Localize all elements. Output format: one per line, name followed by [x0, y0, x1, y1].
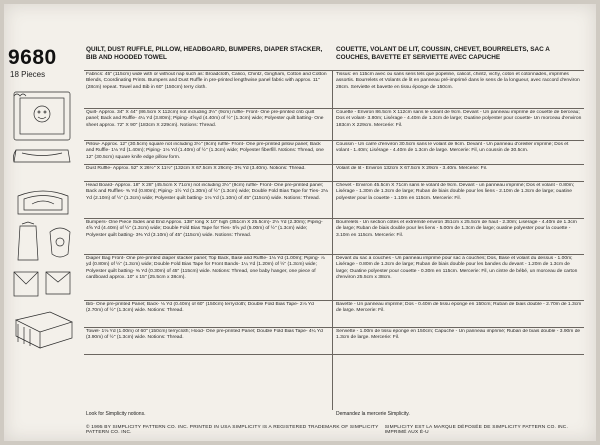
- section-divider: [84, 218, 584, 219]
- heading-french: COUETTE, VOLANT DE LIT, COUSSIN, CHEVET, BOURRELETS, SAC A COUCHES, BAVETTE ET SERVIETTE AVEC CAPUCHE: [336, 46, 550, 61]
- dust-ruffle-text-en: Dust Ruffle- Approx. 52" X 26½" X 11½" (132cm X 67.5cm X 29cm)- 3¾ Yd (3.40m). Notions: Thread.: [86, 166, 306, 171]
- pillow-text-fr: Coussin - Un carré d'environ 30.5cm sans le volant de 9cm. Devant - Un panneau d'oreiller imprimé; Dos et volant - 1.40m; Lisérage - 4.40m de 1.3cm de large. Mercerie: Fil, un coussin de 30.5cm.: [336, 142, 569, 154]
- bib-text-en: Bib- One pre-printed Panel; Back- ⅛ Yd (0.40m) of 60" (150cm) terrycloth; Double Fold Bias Tape- 2⅞ Yd (2.70m) of ½" (1.3cm) wide. Notions: Thread.: [86, 302, 314, 314]
- quilt-text-fr: Couette - Environ 86.5cm X 112cm sans le volant de 9cm. Devant - Un panneau imprimé de couette de berceau; Dos et volant- 3.80m; Lisérage - 4.40m de 1.3cm de large; Ouatine polyester pour couette- Un morceau d'environ 183cm X 229cm. Mercerie: Fil.: [336, 110, 582, 128]
- pillow-illustration: [10, 144, 76, 168]
- section-divider: [84, 354, 584, 355]
- headboard-text-fr: Chevet - Environ 45.5cm X 71cm sans le volant de 9cm. Devant - un panneau imprimé; Dos et volant - 0.80m; Lisérage - 1.30m de 1.3cm de large; Ruban de biais double pour les liens - 2.10m de 1.3cm de large; ouatine polyester pour la couette - 1.10m en 115cm. Mercerie: Fil.: [336, 183, 575, 201]
- headboard-text-en: Head Board- Approx. 18" X 28" (45.5cm X 71cm) not including 3½" (9cm) ruffle- Front- One pre-printed panel; Back and Ruffles- ⅜ Yd (0.80m); Piping- 1½ Yd (1.30m) of ½" (1.3cm) wide; Double Fold Bias Tape for Ties- 2⅛ Yd (2.10m) of ½" (1.3cm) wide; Polyester quilt batting- 1⅛ Yd (1.10m) of 45" (115cm) wide. Notions: Thread.: [86, 183, 328, 201]
- column-divider: [332, 70, 333, 410]
- towel-text-en: Towel- 1⅛ Yd (1.00m) of 60" (150cm) terrycloth; Hood- One pre-printed Panel; Double Fold Bias Tape- 4¼ Yd (3.90m) of ½" (1.3cm) wide. Notions: Thread.: [86, 329, 323, 341]
- bib-towel-illustration: [10, 266, 76, 302]
- section-divider: [84, 300, 584, 301]
- fabrics-text-en: Fabrics: 45" (115cm) wide with or without nap such as: Broadcloth, Calico, Chintz, Gingham, Cotton and Cotton Blends, Coordinating Prints. Bumpers and Dust Ruffle in pre-printed lengthwise panel fabric with approx. 11" (28cm) repeat. Towel and Bib in 60" (150cm) terry cloth.: [86, 72, 327, 90]
- copyright-right: SIMPLICITY EST LA MARQUE DÉPOSÉE DE SIMPLICITY PATTERN CO. INC. IMPRIMÉ AUX É-U: [384, 425, 569, 435]
- notions-footer-fr: Demandez la mercerie Simplicity.: [336, 411, 410, 417]
- bumpers-text-fr: Bourrelets - Un section côtés et extrémité environ 351cm x 25.5cm de haut - 2.30m; Lisérage - 4.40m de 1.3cm de large; Ruban de biais double pour les liens - 5.00m de 1.3cm de large; ouatine polyester pour la couette - 3.10m en 115cm. Mercerie: Fil.: [336, 220, 577, 238]
- fabrics-text-fr: Tissus: en 115cm avec ou sans sens tels que popeline, calicot, chintz, vichy, coton et cotonnades, imprimés assortis. Bourrelets et Volants de lit en panneau pré-imprimé dans le sens de la longueur, avec raccord d'environ 28cm. Serviette et bavette en tissu éponge de 150cm.: [336, 72, 580, 90]
- section-divider: [84, 70, 584, 71]
- copyright-left: © 1995 BY SIMPLICITY PATTERN CO. INC. PRINTED IN USA SIMPLICITY IS A REGISTERED TRADEMARK OF SIMPLICITY PATTERN CO. INC.: [86, 425, 379, 435]
- diaper-bag-text-fr: Devant du sac à couches - Un panneau imprimé pour sac à couches; Dos, Base et volant du dessus - 1.00m; Lisérage - 0.80m de 1.3cm de large; Ruban de biais double pour les bandes du devant - 1.20m de 1.3cm de large; Ouatine polyester pour couette - 0.30m en 115cm. Mercerie: Fil, un cintre de bébé, un morceau de carton d'environ 25.5cm x 38cm.: [336, 256, 578, 281]
- bumpers-text-en: Bumpers- One Piece Sides and End Approx. 138" long X 10" high (351cm X 25.5cm)- 2½ Yd (2.30m); Piping- 4⅝ Yd (4.40m) of ½" (1.3cm) wide; Double Fold Bias Tape for Ties- 5⅝ yd (5.00m) of ½" (1.3cm) wide; Polyester quilt batting- 3⅜ Yd (3.10m) of 45" (115cm) wide. Notions: Thread.: [86, 220, 323, 238]
- bib-text-fr: Bavette - Un panneau imprimé; Dos - 0.40m de tissu éponge en 150cm; Ruban de biais double - 2.70m de 1.3cm de large. Mercerie: Fil.: [336, 302, 582, 314]
- piece-count: 18 Pieces: [10, 70, 46, 79]
- quilt-text-en: Quilt- Approx. 34" X 44" (86.5cm X 112cm) not including 3½" (9cm) ruffle- Front- One pre-printed crib quilt panel; Back and Ruffle- 4¼ Yd (3.80m); Piping- 4⅝yd (4.40m) of ½" (1.3cm) wide; Polyester quilt batting- One sheet approx. 72" X 90" (183cm X 229cm). Notions: Thread.: [86, 110, 324, 128]
- pillow-text-en: Pillow- Approx. 12" (30.5cm) square not including 3½" (9cm) ruffle- Front- One pre-printed pillow panel; Back and Ruffle- 1⅛ Yd (1.40m); Piping- 1⅛ Yd (1.40m) of ½" (1.3cm) wide; Polyester fiberfill. Notions: Thread, one 12" (30.5cm) square knife edge pillow form.: [86, 142, 324, 160]
- towel-text-fr: Serviette - 1.00m de tissu éponge en 150cm; Capuche - Un panneau imprimé; Ruban de biais double - 3.90m de 1.3cm de large. Mercerie: Fil.: [336, 329, 581, 341]
- section-divider: [84, 327, 584, 328]
- section-divider: [84, 181, 584, 182]
- diaper-bag-text-en: Diaper Bag Front- One pre-printed diaper stacker panel; Top Back, Base and Ruffle- 1⅛ Yd (1.00m); Piping- ⅞ yd (0.80m) of ½" (1.3cm) wide; Double Fold Bias Tape for Front Bands- 1¼ Yd (1.20m) of ½" (1.3cm) wide; Polyester quilt batting- ⅜ Yd (0.30m) of 45" (115cm) wide. Notions: Thread, one baby hanger, one piece of cardboard approx. 10" x 15" (25.5cm x 38cm).: [86, 256, 325, 281]
- pattern-number: 9680: [8, 46, 57, 69]
- section-divider: [84, 164, 584, 165]
- section-divider: [84, 140, 584, 141]
- copyright-line: [86, 425, 586, 435]
- heading-english: QUILT, DUST RUFFLE, PILLOW, HEADBOARD, BUMPERS, DIAPER STACKER, BIB AND HOODED TOWEL: [86, 46, 323, 61]
- headboard-illustration: [10, 184, 76, 218]
- dust-ruffle-text-fr: Volant de lit - Environ 132cm X 67.5cm X 29cm - 3.40m. Mercerie: Fil.: [336, 166, 488, 171]
- quilt-illustration: [10, 88, 76, 144]
- section-divider: [84, 108, 584, 109]
- pattern-envelope-back: [4, 4, 596, 441]
- notions-footer-en: Look for Simplicity notions.: [86, 411, 146, 417]
- section-divider: [84, 254, 584, 255]
- crib-bumper-illustration: [10, 306, 76, 352]
- diaper-stacker-illustration: [10, 220, 76, 264]
